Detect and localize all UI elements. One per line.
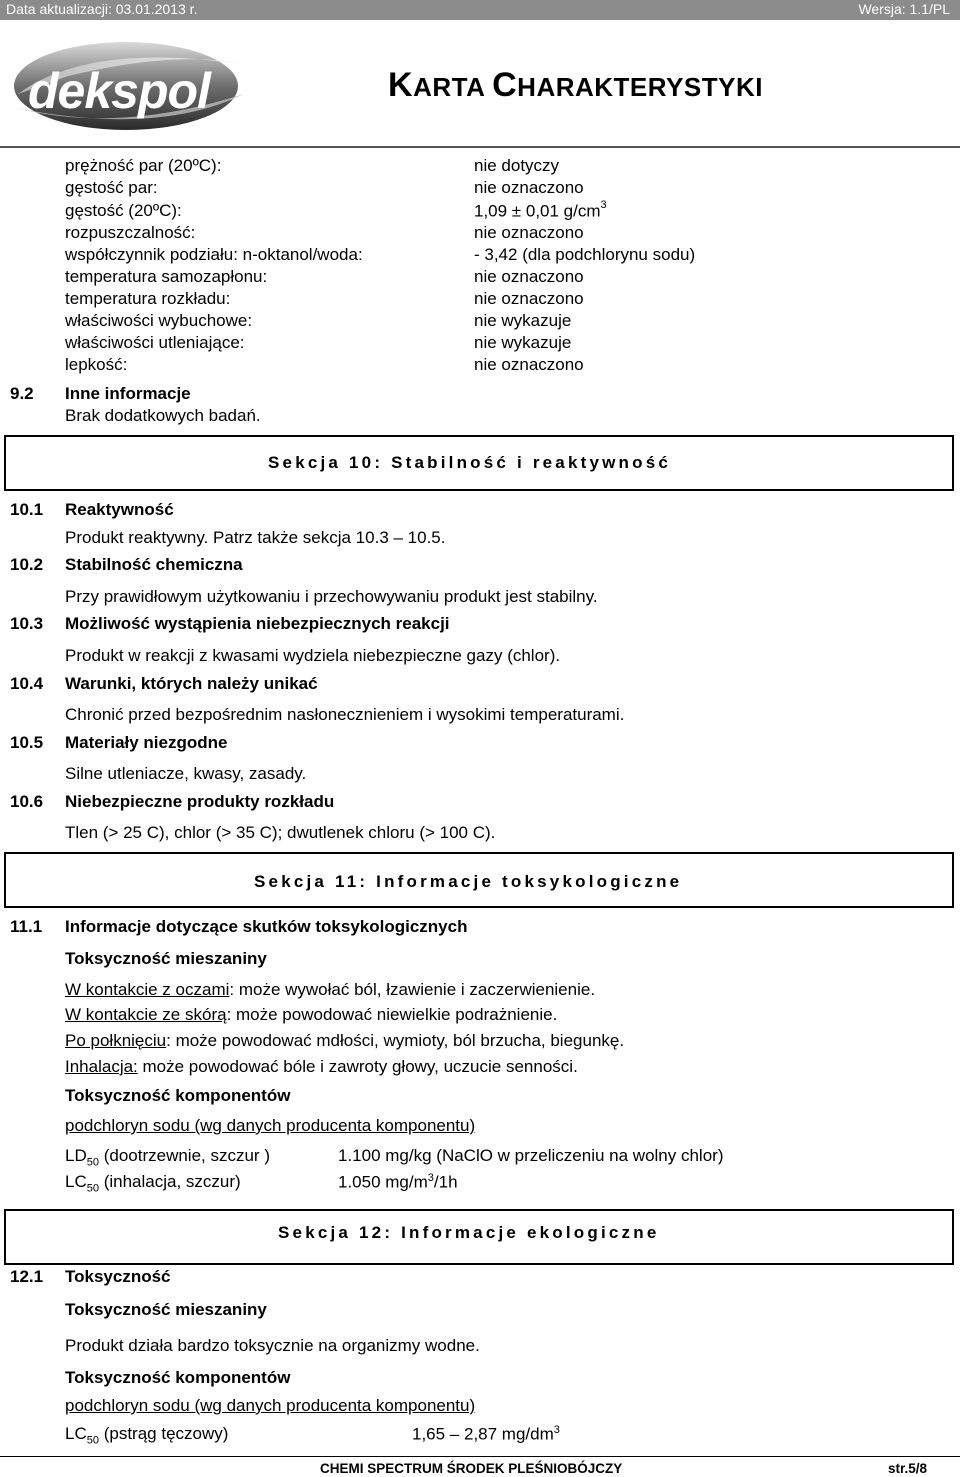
lc50-label: $LC_{50}$ (inhalacja, szczur) xyxy=(65,1172,241,1195)
subsection-number: 10.1 xyxy=(10,500,44,519)
subsection-title: Warunki, których należy unikać xyxy=(65,674,318,693)
subsection-text: Chronić przed bezpośrednim nasłonecznieniem i wysokimi temperaturami. xyxy=(65,705,625,724)
prop-label: właściwości utleniające: xyxy=(65,333,245,352)
prop-value: nie dotyczy xyxy=(474,156,560,175)
logo-text: dekspol xyxy=(28,63,210,119)
prop-value: nie oznaczono xyxy=(474,267,584,286)
subsection-number: 10.5 xyxy=(10,733,44,752)
effect-eyes: W kontakcie z oczami: może wywołać ból, łzawienie i zaczerwienienie. xyxy=(65,980,596,999)
subsection-number: 12.1 xyxy=(10,1267,44,1286)
lc50-value: 1,65 – 2,87 $mg/dm^3$ xyxy=(412,1424,560,1444)
prop-value: 1,09 ± 0,01 $g/cm^3$ xyxy=(474,199,607,221)
page-title: KARTA CHARAKTERYSTYKI xyxy=(388,66,763,104)
section-12-header: Sekcja 12: Informacje ekologiczne xyxy=(4,1209,954,1265)
prop-label: gęstość par: xyxy=(65,178,158,197)
lc50-value: 1.050 $mg/m^3/1h$ xyxy=(338,1172,458,1192)
mixture-toxicity-title: Toksyczność mieszaniny xyxy=(65,1300,267,1319)
prop-value: nie wykazuje xyxy=(474,333,572,352)
component-toxicity-title: Toksyczność komponentów xyxy=(65,1368,291,1387)
subsection-title: Materiały niezgodne xyxy=(65,733,228,752)
lc50-label: $LC_{50}$ (pstrąg tęczowy) xyxy=(65,1424,229,1447)
footer-divider xyxy=(0,1456,960,1457)
prop-value: nie oznaczono xyxy=(474,289,584,308)
subsection-title: Inne informacje xyxy=(65,384,191,403)
prop-label: prężność par (20ºC): xyxy=(65,156,222,175)
prop-value: nie oznaczono xyxy=(474,355,584,374)
subsection-number: 10.6 xyxy=(10,792,44,811)
component-toxicity-title: Toksyczność komponentów xyxy=(65,1086,291,1105)
footer-product: CHEMI SPECTRUM ŚRODEK PLEŚNIOBÓJCZY xyxy=(320,1461,623,1476)
mixture-toxicity-title: Toksyczność mieszaniny xyxy=(65,949,267,968)
prop-label: właściwości wybuchowe: xyxy=(65,311,253,330)
subsection-text: Produkt reaktywny. Patrz także sekcja 10.3 – 10.5. xyxy=(65,528,446,547)
subsection-title: Toksyczność xyxy=(65,1267,171,1286)
subsection-title: Niebezpieczne produkty rozkładu xyxy=(65,792,335,811)
prop-label: rozpuszczalność: xyxy=(65,223,196,242)
subsection-title: Reaktywność xyxy=(65,500,174,519)
prop-value: nie oznaczono xyxy=(474,178,584,197)
version: Wersja: 1.1/PL xyxy=(858,1,950,17)
ld50-value: 1.100 mg/kg (NaClO w przeliczeniu na wolny chlor) xyxy=(338,1146,724,1165)
prop-value: nie wykazuje xyxy=(474,311,572,330)
mixture-toxicity-text: Produkt działa bardzo toksycznie na organizmy wodne. xyxy=(65,1336,480,1355)
footer-page-number: str.5/8 xyxy=(888,1461,928,1476)
prop-label: temperatura rozkładu: xyxy=(65,289,231,308)
subsection-title: Stabilność chemiczna xyxy=(65,555,243,574)
header-divider xyxy=(0,146,960,148)
subsection-text: Produkt w reakcji z kwasami wydziela niebezpieczne gazy (chlor). xyxy=(65,646,561,665)
component-name: podchloryn sodu (wg danych producenta komponentu) xyxy=(65,1116,476,1135)
subsection-title: Informacje dotyczące skutków toksykologicznych xyxy=(65,917,468,936)
prop-label: współczynnik podziału: n-oktanol/woda: xyxy=(65,245,363,264)
top-bar xyxy=(0,0,960,20)
subsection-text: Silne utleniacze, kwasy, zasady. xyxy=(65,764,307,783)
ld50-label: $LD_{50}$ (dootrzewnie, szczur ) xyxy=(65,1146,270,1169)
subsection-number: 11.1 xyxy=(10,917,43,936)
subsection-title: Możliwość wystąpienia niebezpiecznych reakcji xyxy=(65,614,450,633)
effect-skin: W kontakcie ze skórą: może powodować niewielkie podrażnienie. xyxy=(65,1005,558,1024)
prop-value: - 3,42 (dla podchlorynu sodu) xyxy=(474,245,696,264)
subsection-text: Przy prawidłowym użytkowaniu i przechowywaniu produkt jest stabilny. xyxy=(65,587,598,606)
subsection-number: 10.2 xyxy=(10,555,44,574)
update-date: Data aktualizacji: 03.01.2013 r. xyxy=(6,1,198,17)
section-10-header: Sekcja 10: Stabilność i reaktywność xyxy=(4,435,954,491)
subsection-text: Tlen (> 25 C), chlor (> 35 C); dwutlenek chloru (> 100 C). xyxy=(65,823,496,842)
component-name: podchloryn sodu (wg danych producenta komponentu) xyxy=(65,1396,476,1415)
subsection-number: 10.3 xyxy=(10,614,44,633)
subsection-text: Brak dodatkowych badań. xyxy=(65,406,261,425)
prop-label: lepkość: xyxy=(65,355,128,374)
prop-label: gęstość (20ºC): xyxy=(65,201,182,220)
subsection-number: 9.2 xyxy=(10,384,34,403)
section-11-header: Sekcja 11: Informacje toksykologiczne xyxy=(4,852,954,908)
effect-ingestion: Po połknięciu: może powodować mdłości, wymioty, ból brzucha, biegunkę. xyxy=(65,1031,625,1050)
effect-inhalation: Inhalacja: może powodować bóle i zawroty głowy, uczucie senności. xyxy=(65,1057,578,1076)
prop-label: temperatura samozapłonu: xyxy=(65,267,268,286)
prop-value: nie oznaczono xyxy=(474,223,584,242)
subsection-number: 10.4 xyxy=(10,674,44,693)
